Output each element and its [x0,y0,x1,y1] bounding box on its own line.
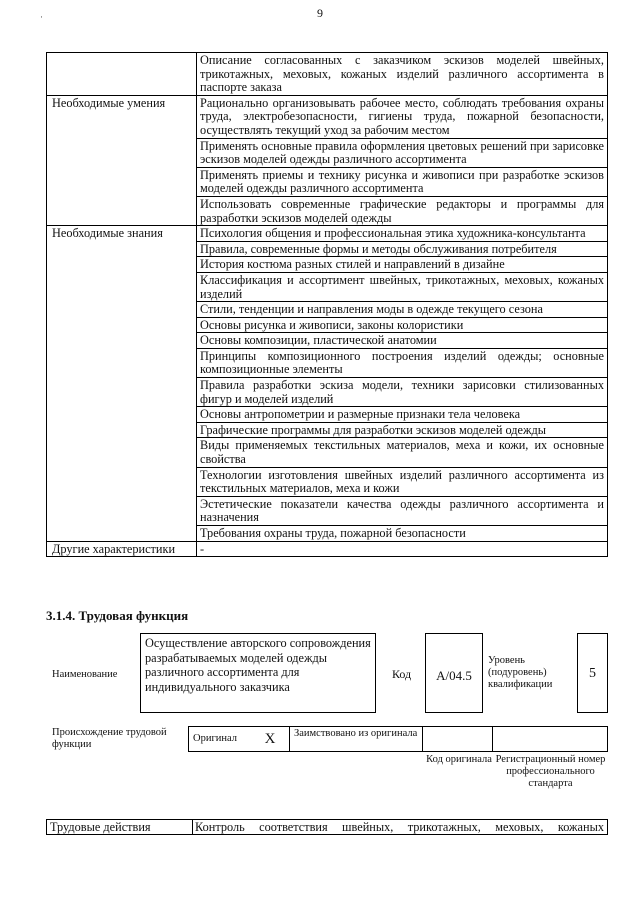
row-text: Применять основные правила оформления цветовых решений при зарисовке эскизов моделей одежды различного ассортимента [197,138,608,167]
origin-code-label: Код оригинала [426,754,492,765]
reg-number-label: Регистрационный номер профессионального стандарта [495,754,606,789]
function-name-box: Осуществление авторского сопровождения разрабатываемых моделей одежды различного ассортимента для индивидуального заказчика [140,633,376,713]
labor-actions-row [46,819,608,835]
code-label: Код [392,667,412,681]
row-text: Психология общения и профессиональная этика художника-консультанта [197,226,608,242]
row-text: Использовать современные графические редакторы и программы для разработки эскизов моделей одежды [197,196,608,225]
origin-label: Происхождение трудовой функции [52,727,167,750]
row-text: Классификация и ассортимент швейных, трикотажных, меховых, кожаных изделий [197,272,608,301]
table-row [47,53,608,96]
row-text: Правила разработки эскиза модели, техники зарисовки стилизованных фигур и моделей изделий [197,378,608,407]
row-text: Основы рисунка и живописи, законы колористики [197,317,608,333]
original-label: Оригинал [189,727,252,752]
row-text: Принципы композиционного построения изделий одежды; основные композиционные элементы [197,348,608,377]
row-text: Технологии изготовления швейных изделий различного ассортимента из текстильных материалов, меха и кожи [197,467,608,496]
row-label [47,53,197,96]
borrowed-label: Заимствовано из оригинала [290,727,423,752]
row-text: История костюма разных стилей и направлений в дизайне [197,257,608,273]
reg-number-cell [493,727,608,752]
row-text: Применять приемы и технику рисунка и живописи при разработке эскизов моделей одежды различного ассортимента [197,167,608,196]
origin-table [188,726,608,752]
table-row [47,226,608,242]
level-label: Уровень (подуровень) квалификации [488,655,553,690]
row-label: Необходимые знания [47,226,197,541]
row-text: Требования охраны труда, пожарной безопасности [197,526,608,542]
row-text: Эстетические показатели качества одежды различного ассортимента и назначения [197,496,608,525]
labor-actions-text: Контроль соответствия швейных, трикотажных, меховых, кожаных [195,820,604,834]
table-row [47,95,608,138]
name-label: Наименование [52,669,118,680]
origin-code-cell [423,727,493,752]
row-text: Графические программы для разработки эскизов моделей одежды [197,422,608,438]
row-text: Рационально организовывать рабочее место, соблюдать требования охраны труда, электробезопасности, гигиены труда, пожарной безопасности, осуществлять текущий уход за рабочим местом [197,95,608,138]
row-text: Виды применяемых текстильных материалов, меха и кожи, их основные свойства [197,438,608,467]
level-value-box: 5 [577,633,608,713]
row-text: Правила, современные формы и методы обслуживания потребителя [197,241,608,257]
original-mark: X [251,727,290,752]
labor-actions-label: Трудовые действия [47,820,193,834]
table-row [47,541,608,557]
row-text: Основы композиции, пластической анатомии [197,333,608,349]
row-label: Необходимые умения [47,95,197,225]
corner-mark: · [40,12,43,22]
row-text: - [197,541,608,557]
page-number: 9 [317,6,323,20]
row-text: Основы антропометрии и размерные признаки тела человека [197,407,608,423]
code-value-box: A/04.5 [425,633,483,713]
row-text: Описание согласованных с заказчиком эскизов моделей швейных, трикотажных, меховых, кожаных изделий различного ассортимента в паспорте заказа [197,53,608,96]
section-heading: 3.1.4. Трудовая функция [46,608,189,623]
row-text: Стили, тенденции и направления моды в одежде текущего сезона [197,302,608,318]
skills-knowledge-table [46,52,608,557]
row-label: Другие характеристики [47,541,197,557]
